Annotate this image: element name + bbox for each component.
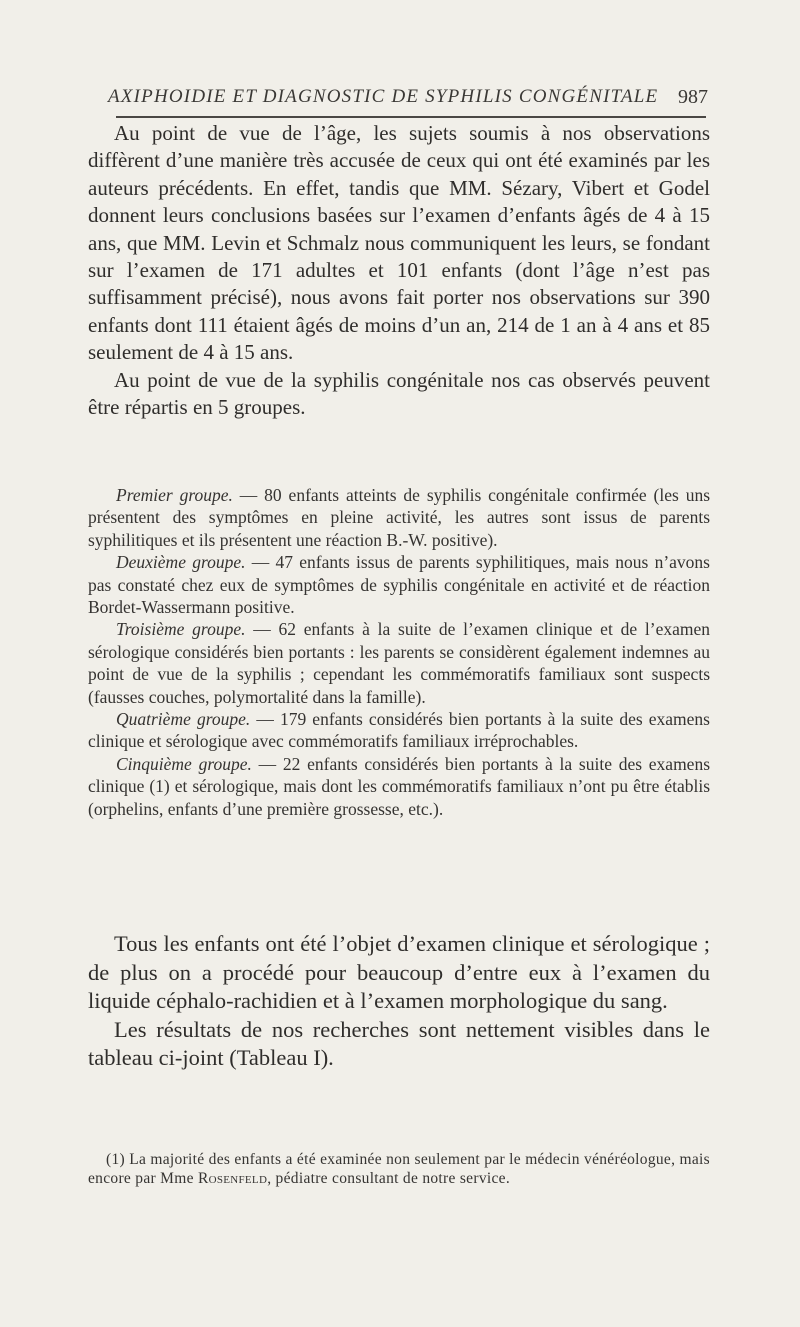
footnote-section <box>88 1150 710 1188</box>
exams-section <box>88 930 710 1073</box>
group-text: — 179 enfants considérés bien portants à la suite des examens clinique et sérologique avec commémoratifs familiaux irréprochables. <box>88 709 710 752</box>
intro-section <box>88 120 710 421</box>
page-header <box>108 78 714 114</box>
results-paragraph: Les résultats de nos recherches sont nettement visibles dans le tableau ci-joint (Tableau I). <box>88 1016 710 1071</box>
group-paragraph <box>88 484 710 551</box>
group-text: — 80 enfants atteints de syphilis congénitale confirmée (les uns présentent des symptômes en pleine activité, les autres sont issus de parents syphilitiques et ils présentent une réaction B.-W. positive). <box>88 485 710 550</box>
group-title: Deuxième groupe. <box>116 552 246 573</box>
intro-paragraph-age: Au point de vue de l’âge, les sujets soumis à nos observations diffèrent d’une manière très accusée de ceux qui ont été examinés par les auteurs précédents. En effet, tandis que MM. Sézary, Vibert et Godel donnent leurs conclusions basées sur l’examen d’enfants âgés de 4 à 15 ans, que MM. Levin et Schmalz nous communiquent les leurs, se fondant sur l’examen de 171 adultes et 101 enfants (dont l’âge n’est pas suffisamment précisé), nous avons fait porter nos observations sur 390 enfants dont 111 étaient âgés de moins d’un an, 214 de 1 an à 4 ans et 85 seulement de 4 à 15 ans. <box>88 121 710 365</box>
group-title: Troisième groupe. <box>116 619 246 640</box>
footnote <box>88 1150 710 1188</box>
group-paragraph <box>88 551 710 618</box>
group-paragraph <box>88 753 710 820</box>
groups-section <box>88 484 710 820</box>
group-paragraph <box>88 618 710 708</box>
page-number: 987 <box>678 86 708 108</box>
group-title: Premier groupe. <box>116 485 233 505</box>
group-text: — 22 enfants considérés bien portants à la suite des examens clinique (1) et sérologique, mais dont les commémoratifs familiaux n’ont pu être établis (orphelins, enfants d’une première grossesse, etc.). <box>88 753 711 819</box>
footnote-text-before: (1) La majorité des enfants a été examinée non seulement par le médecin vénéréologue, mais encore par Mme <box>88 1151 710 1187</box>
group-text: — 47 enfants issus de parents syphilitiques, mais nous n’avons pas constaté chez eux de symptômes de syphilis congénitale en activité et de réaction Bordet-Wassermann positive. <box>88 552 710 618</box>
group-title: Cinquième groupe. <box>116 753 252 774</box>
footnote-name: Rosenfeld <box>197 1170 268 1187</box>
intro-paragraph-groups: Au point de vue de la syphilis congénitale nos cas observés peuvent être répartis en 5 groupes. <box>88 367 710 420</box>
exams-paragraph: Tous les enfants ont été l’objet d’examen clinique et sérologique ; de plus on a procédé pour beaucoup d’entre eux à l’examen du liquide céphalo-rachidien et à l’examen morphologique du sang. <box>88 931 710 1014</box>
group-paragraph <box>88 708 710 753</box>
group-title: Quatrième groupe. <box>116 709 251 730</box>
running-title: AXIPHOIDIE ET DIAGNOSTIC DE SYPHILIS CONGÉNITALE <box>108 86 659 107</box>
header-rule <box>116 116 706 118</box>
footnote-text-after: , pédiatre consultant de notre service. <box>267 1170 511 1187</box>
group-text: — 62 enfants à la suite de l’examen clinique et de l’examen sérologique considérés bien portants : les parents se considèrent également indemnes au point de vue de la syphilis ; cependant les commémoratifs familiaux sont suspects (fausses couches, polymortalité dans la famille). <box>88 619 710 707</box>
